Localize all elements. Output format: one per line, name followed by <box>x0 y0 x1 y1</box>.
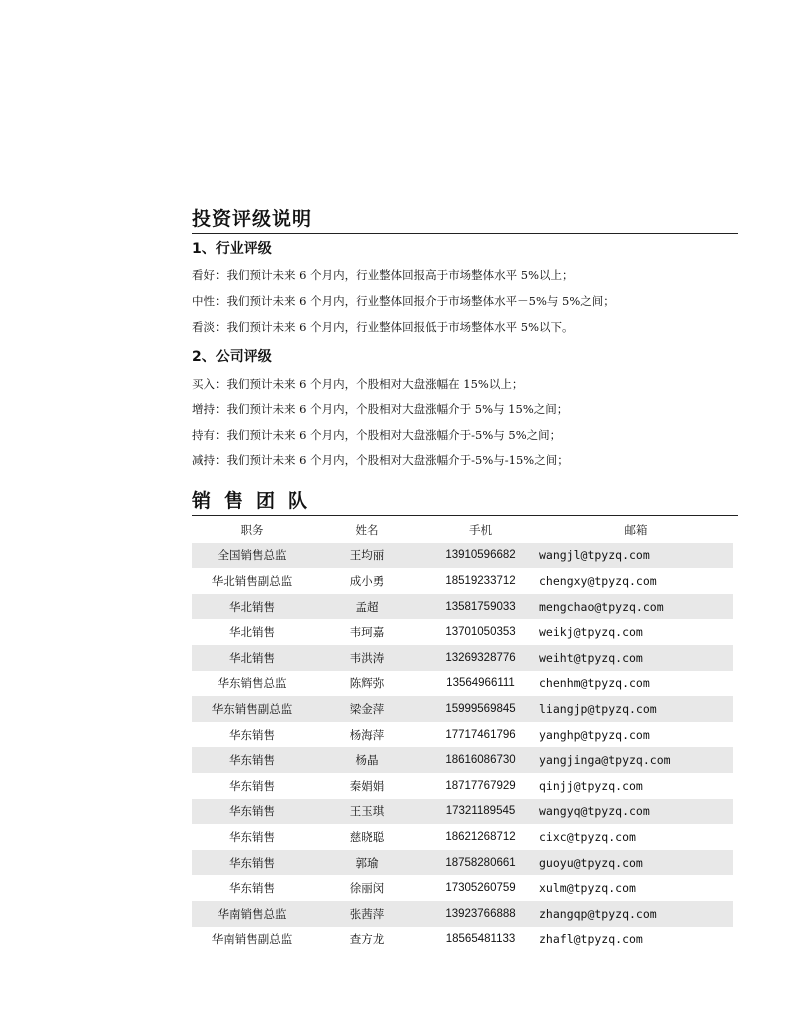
table-row <box>192 824 733 850</box>
industry-rating-line: 看淡：我们预计未来 6 个月内，行业整体回报低于市场整体水平 5%以下。 <box>192 320 574 334</box>
cell-email[interactable]: cixc@tpyzq.com <box>539 824 733 850</box>
table-row <box>192 594 733 620</box>
table-row <box>192 722 733 748</box>
table-row <box>192 901 733 927</box>
cell-email[interactable]: wangjl@tpyzq.com <box>539 543 733 569</box>
sales-team-title: 销售团队 <box>192 490 321 512</box>
cell-name: 韦珂嘉 <box>312 619 422 645</box>
table-row <box>192 645 733 671</box>
industry-rating-heading: 1、行业评级 <box>192 241 272 257</box>
table-row <box>192 671 733 697</box>
table-row <box>192 696 733 722</box>
cell-name: 陈辉弥 <box>312 671 422 697</box>
cell-phone: 17321189545 <box>422 799 539 825</box>
company-rating-heading: 2、公司评级 <box>192 349 272 365</box>
cell-name: 张茜萍 <box>312 901 422 927</box>
cell-phone: 13910596682 <box>422 543 539 569</box>
cell-role: 华北销售 <box>192 645 312 671</box>
industry-rating-line: 中性：我们预计未来 6 个月内，行业整体回报介于市场整体水平－5%与 5%之间； <box>192 294 615 308</box>
cell-phone: 18616086730 <box>422 747 539 773</box>
sales-team-rule <box>192 515 738 516</box>
cell-name: 慈晓聪 <box>312 824 422 850</box>
cell-name: 徐丽闵 <box>312 875 422 901</box>
cell-name: 郭瑜 <box>312 850 422 876</box>
table-row <box>192 543 733 569</box>
cell-email[interactable]: xulm@tpyzq.com <box>539 875 733 901</box>
cell-phone: 17305260759 <box>422 875 539 901</box>
cell-phone: 18758280661 <box>422 850 539 876</box>
table-row <box>192 875 733 901</box>
cell-email[interactable]: qinjj@tpyzq.com <box>539 773 733 799</box>
industry-rating-line: 看好：我们预计未来 6 个月内，行业整体回报高于市场整体水平 5%以上； <box>192 268 574 282</box>
rating-title: 投资评级说明 <box>192 208 313 230</box>
cell-role: 华东销售总监 <box>192 671 312 697</box>
table-row <box>192 568 733 594</box>
cell-role: 华东销售 <box>192 773 312 799</box>
company-rating-line: 增持：我们预计未来 6 个月内，个股相对大盘涨幅介于 5%与 15%之间； <box>192 402 569 416</box>
cell-name: 成小勇 <box>312 568 422 594</box>
cell-role: 华北销售 <box>192 594 312 620</box>
sales-team-table <box>192 517 733 952</box>
company-rating-line: 持有：我们预计未来 6 个月内，个股相对大盘涨幅介于-5%与 5%之间； <box>192 428 562 442</box>
cell-phone: 17717461796 <box>422 722 539 748</box>
cell-name: 杨晶 <box>312 747 422 773</box>
sales-table-body <box>192 543 733 953</box>
cell-role: 全国销售总监 <box>192 543 312 569</box>
table-row <box>192 773 733 799</box>
cell-role: 华东销售 <box>192 722 312 748</box>
cell-name: 王均丽 <box>312 543 422 569</box>
cell-email[interactable]: weiht@tpyzq.com <box>539 645 733 671</box>
cell-email[interactable]: zhangqp@tpyzq.com <box>539 901 733 927</box>
column-header-role: 职务 <box>240 522 264 537</box>
rating-title-rule <box>192 233 738 234</box>
cell-role: 华南销售副总监 <box>192 927 312 953</box>
cell-email[interactable]: liangjp@tpyzq.com <box>539 696 733 722</box>
cell-phone: 15999569845 <box>422 696 539 722</box>
cell-name: 孟超 <box>312 594 422 620</box>
cell-role: 华北销售 <box>192 619 312 645</box>
cell-phone: 18565481133 <box>422 927 539 953</box>
cell-phone: 13564966111 <box>422 671 539 697</box>
company-rating-line: 买入：我们预计未来 6 个月内，个股相对大盘涨幅在 15%以上； <box>192 377 524 391</box>
cell-email[interactable]: zhafl@tpyzq.com <box>539 927 733 953</box>
cell-role: 华东销售 <box>192 875 312 901</box>
cell-role: 华东销售 <box>192 824 312 850</box>
sales-table-header-row <box>192 517 733 543</box>
cell-name: 梁金萍 <box>312 696 422 722</box>
company-rating-line: 减持：我们预计未来 6 个月内，个股相对大盘涨幅介于-5%与-15%之间； <box>192 453 569 467</box>
cell-phone: 13269328776 <box>422 645 539 671</box>
cell-phone: 18621268712 <box>422 824 539 850</box>
cell-email[interactable]: weikj@tpyzq.com <box>539 619 733 645</box>
table-row <box>192 850 733 876</box>
cell-email[interactable]: yanghp@tpyzq.com <box>539 722 733 748</box>
cell-role: 华北销售副总监 <box>192 568 312 594</box>
cell-phone: 13701050353 <box>422 619 539 645</box>
cell-email[interactable]: mengchao@tpyzq.com <box>539 594 733 620</box>
cell-email[interactable]: guoyu@tpyzq.com <box>539 850 733 876</box>
cell-phone: 18519233712 <box>422 568 539 594</box>
cell-email[interactable]: wangyq@tpyzq.com <box>539 799 733 825</box>
cell-role: 华南销售总监 <box>192 901 312 927</box>
cell-role: 华东销售 <box>192 747 312 773</box>
cell-name: 查方龙 <box>312 927 422 953</box>
table-row <box>192 619 733 645</box>
column-header-email: 邮箱 <box>624 522 648 537</box>
cell-phone: 13923766888 <box>422 901 539 927</box>
cell-phone: 18717767929 <box>422 773 539 799</box>
column-header-name: 姓名 <box>355 522 379 537</box>
cell-role: 华东销售 <box>192 799 312 825</box>
column-header-phone: 手机 <box>469 522 492 537</box>
cell-role: 华东销售副总监 <box>192 696 312 722</box>
cell-phone: 13581759033 <box>422 594 539 620</box>
cell-email[interactable]: yangjinga@tpyzq.com <box>539 747 733 773</box>
cell-name: 韦洪涛 <box>312 645 422 671</box>
cell-role: 华东销售 <box>192 850 312 876</box>
cell-name: 杨海萍 <box>312 722 422 748</box>
table-row <box>192 927 733 953</box>
cell-name: 王玉琪 <box>312 799 422 825</box>
table-row <box>192 747 733 773</box>
table-row <box>192 799 733 825</box>
cell-name: 秦娟娟 <box>312 773 422 799</box>
cell-email[interactable]: chenhm@tpyzq.com <box>539 671 733 697</box>
cell-email[interactable]: chengxy@tpyzq.com <box>539 568 733 594</box>
